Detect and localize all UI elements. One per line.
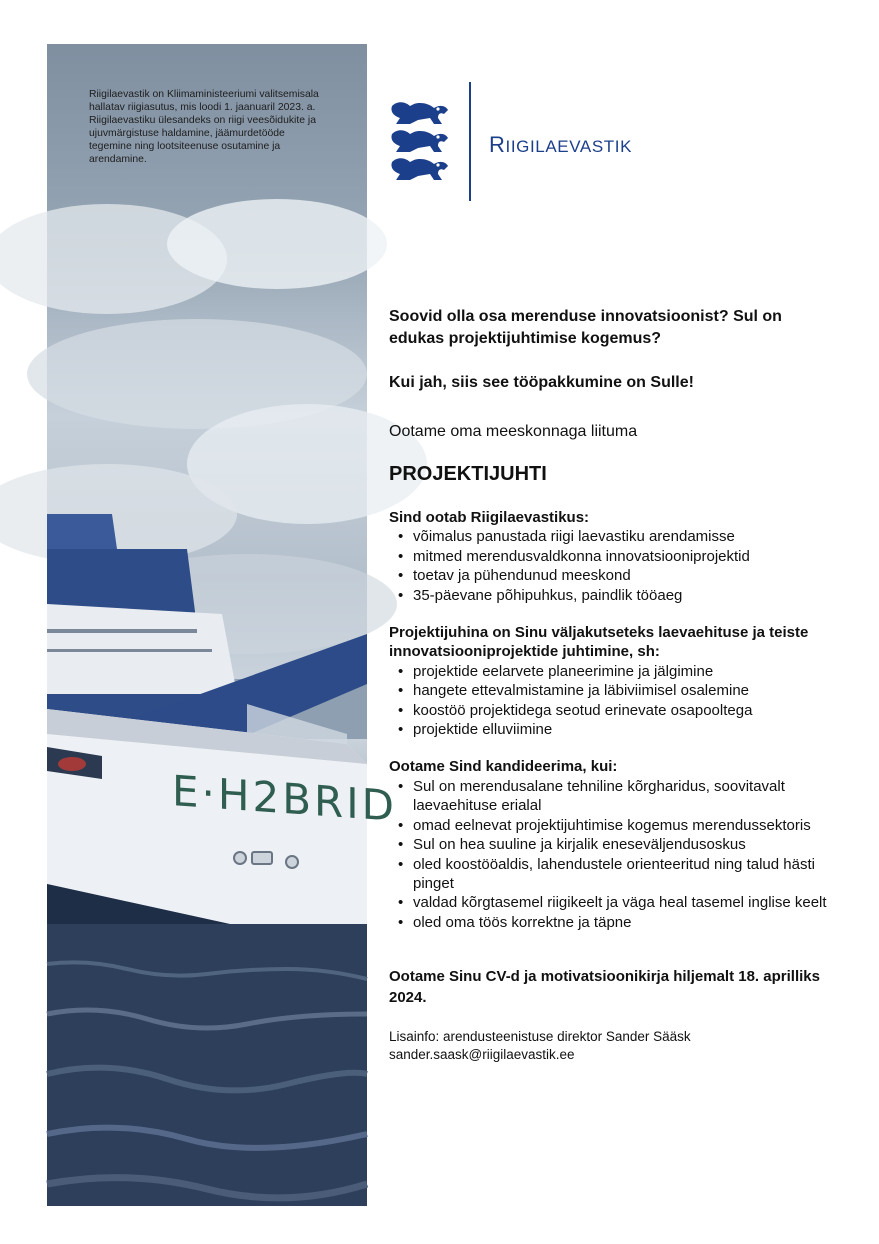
- list-item: • valdad kõrgtasemel riigikeelt ja väga heal tasemel inglise keelt: [389, 893, 834, 912]
- contact-block: [389, 1028, 834, 1064]
- list-item: • Sul on merendusalane tehniline kõrgharidus, soovitavalt laevaehituse erialal: [389, 777, 834, 816]
- list-item: • oled koostööaldis, lahendustele orienteeritud ning talud hästi pinget: [389, 855, 834, 894]
- list-item: • omad eelnevat projektijuhtimise kogemus merendussektoris: [389, 816, 834, 835]
- invite-text: Ootame oma meeskonnaga liituma: [389, 423, 638, 440]
- contact-info: Lisainfo: arendusteenistuse direktor Sander Sääsk: [389, 1029, 691, 1045]
- requirements-list: [389, 777, 834, 932]
- intro-text: Riigilaevastik on Kliimaministeeriumi valitsemisala hallatav riigiasutus, mis loodi 1. jaanuaril 2023. a. Riigilaevastiku ülesandeks on riigi veesõidukite ja ujuvmärgistuse haldamine, jäämurdetööde tegemine ning lootsiteenuse osutamine ja arendamine.: [89, 89, 319, 166]
- list-item: • oled oma töös korrektne ja täpne: [389, 913, 834, 932]
- contact-email[interactable]: sander.saask@riigilaevastik.ee: [389, 1047, 575, 1063]
- offer-section: [389, 508, 834, 605]
- list-item: • võimalus panustada riigi laevastiku arendamisse: [389, 527, 834, 546]
- requirements-section: [389, 757, 834, 932]
- logo-divider: [469, 82, 471, 201]
- offer-heading: Sind ootab Riigilaevastikus:: [389, 509, 590, 526]
- lead-question: Kui jah, siis see tööpakkumine on Sulle!: [389, 374, 694, 391]
- list-item: • mitmed merendusvaldkonna innovatsiooniprojektid: [389, 547, 834, 566]
- list-item: • koostöö projektidega seotud erinevate osapooltega: [389, 701, 834, 720]
- list-item: • Sul on hea suuline ja kirjalik eneseväljendusoskus: [389, 835, 834, 854]
- riigilaevastik-logo: [388, 82, 648, 202]
- list-item: • projektide elluviimine: [389, 720, 834, 739]
- list-item: • hangete ettevalmistamine ja läbiviimisel osalemine: [389, 681, 834, 700]
- list-item: • projektide eelarvete planeerimine ja jälgimine: [389, 662, 834, 681]
- duties-heading: Projektijuhina on Sinu väljakutseteks laevaehituse ja teiste innovatsiooniprojektide juhtimine, sh:: [389, 624, 809, 661]
- lead-text: Soovid olla osa merenduse innovatsioonist? Sul on edukas projektijuhtimise kogemus?: [389, 308, 782, 347]
- three-lions-crest-icon: [388, 100, 450, 184]
- list-item: • 35-päevane põhipuhkus, paindlik tööaeg: [389, 586, 834, 605]
- offer-list: [389, 527, 834, 605]
- ship-illustration: [47, 44, 367, 1206]
- requirements-heading: Ootame Sind kandideerima, kui:: [389, 758, 618, 776]
- job-title: PROJEKTIJUHTI: [389, 463, 547, 485]
- application-deadline: Ootame Sinu CV-d ja motivatsioonikirja hiljemalt 18. aprilliks 2024.: [389, 968, 820, 1007]
- ship-name-label: E·H2BRID: [172, 766, 397, 831]
- ship-photo: [47, 44, 397, 1206]
- job-ad-content: [389, 306, 834, 1064]
- duties-list: [389, 662, 834, 740]
- duties-section: [389, 623, 834, 739]
- list-item: • toetav ja pühendunud meeskond: [389, 566, 834, 585]
- logo-wordmark: RIIGILAEVASTIK: [489, 132, 633, 157]
